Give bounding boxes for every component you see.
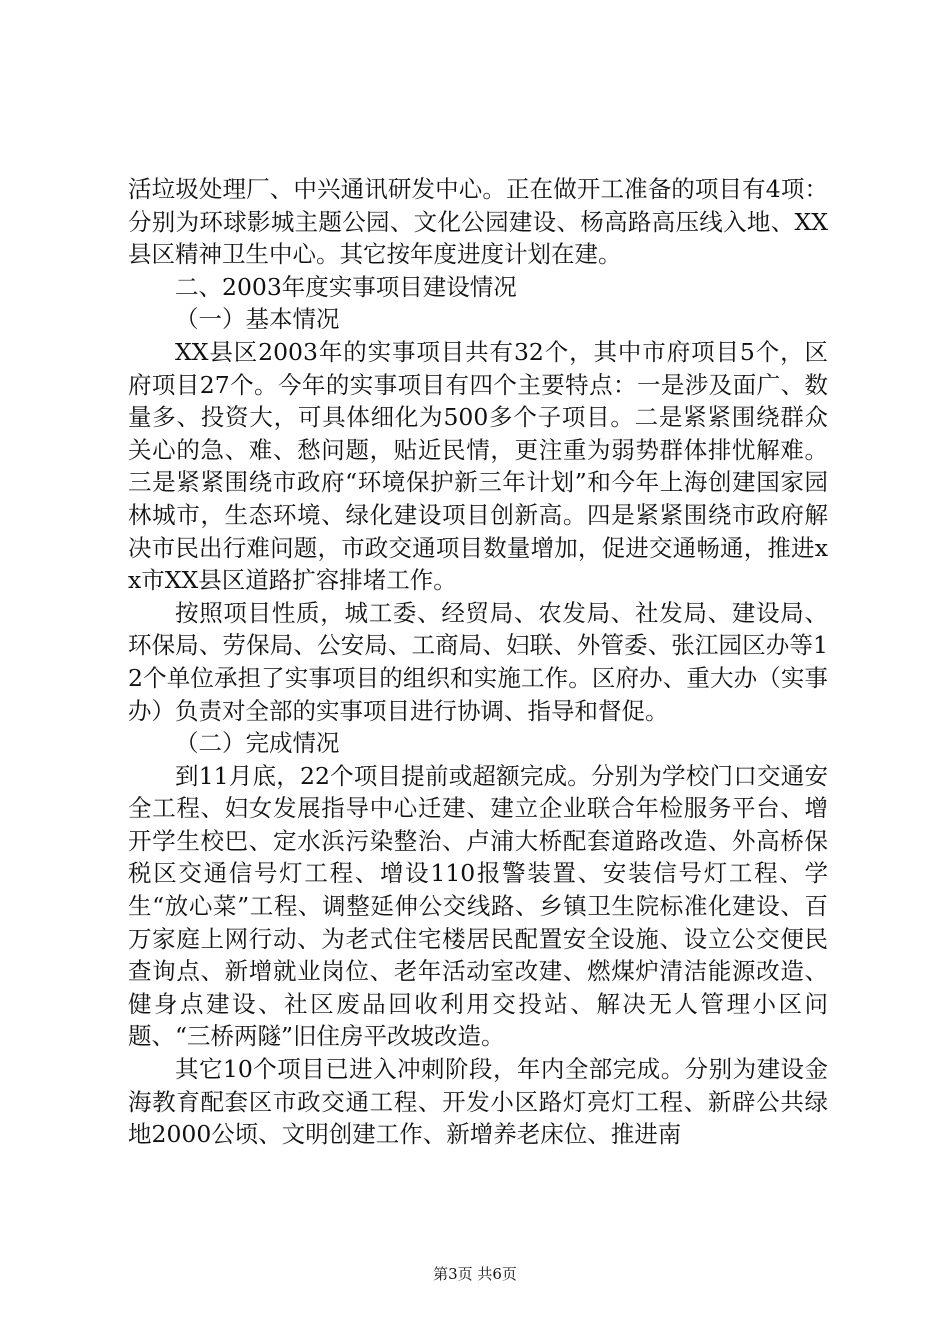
paragraph-remaining-projects: 其它10个项目已进入冲刺阶段，年内全部完成。分别为建设金海教育配套区市政交通工程、开发小区路灯亮灯工程、新辟公共绿地2000公顷、文明创建工作、新增养老床位、推进南	[128, 1055, 828, 1149]
page-number: 第3页 共6页	[433, 1265, 517, 1283]
paragraph-units: 按照项目性质，城工委、经贸局、农发局、社发局、建设局、环保局、劳保局、公安局、工商局、妇联、外管委、张江园区办等12个单位承担了实事项目的组织和实施工作。区府办、重大办（实事办）负责对全部的实事项目进行协调、指导和督促。	[128, 598, 828, 725]
paragraph-overview: XX县区2003年的实事项目共有32个，其中市府项目5个，区府项目27个。今年的实事项目有四个主要特点：一是涉及面广、数量多、投资大，可具体细化为500多个子项目。二是紧紧围绕群众关心的急、难、愁问题，贴近民情，更注重为弱势群体排忧解难。三是紧紧围绕市政府“环境保护新三年计划”和今年上海创建国家园林城市，生态环境、绿化建设项目创新高。四是紧紧围绕市政府解决市民出行难问题，市政交通项目数量增加，促进交通畅通，推进xx市XX县区道路扩容排堵工作。	[128, 337, 828, 595]
page-footer	[0, 1264, 950, 1284]
paragraph-continuation: 活垃圾处理厂、中兴通讯研发中心。正在做开工准备的项目有4项：分别为环球影城主题公园、文化公园建设、杨高路高压线入地、XX县区精神卫生中心。其它按年度进度计划在建。	[128, 175, 828, 269]
section-heading: 二、2003年度实事项目建设情况	[175, 272, 517, 301]
document-body	[128, 173, 828, 1151]
subsection-heading-basic: （一）基本情况	[175, 305, 340, 334]
paragraph-completed-projects: 到11月底，22个项目提前或超额完成。分别为学校门口交通安全工程、妇女发展指导中心迁建、建立企业联合年检服务平台、增开学生校巴、定水浜污染整治、卢浦大桥配套道路改造、外高桥保税区交通信号灯工程、增设110报警装置、安装信号灯工程、学生“放心菜”工程、调整延伸公交线路、乡镇卫生院标准化建设、百万家庭上网行动、为老式住宅楼居民配置安全设施、设立公交便民查询点、新增就业岗位、老年活动室改建、燃煤炉清洁能源改造、健身点建设、社区废品回收利用交投站、解决无人管理小区问题、“三桥两隧”旧住房平改坡改造。	[128, 761, 828, 1051]
subsection-heading-completion: （二）完成情况	[175, 729, 340, 758]
